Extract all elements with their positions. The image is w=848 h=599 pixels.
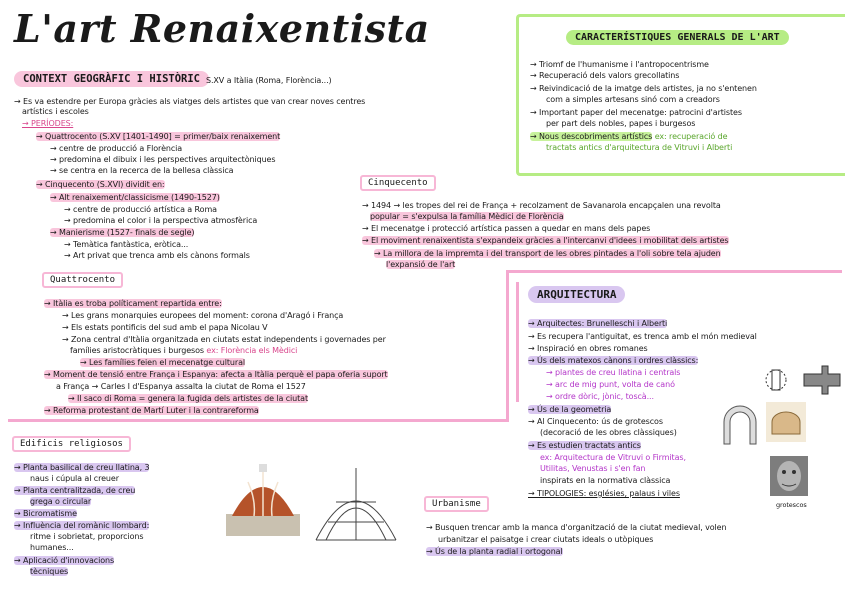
pink-rule-vertical bbox=[506, 270, 509, 422]
general-line: per part dels nobles, papes i burgesos bbox=[546, 119, 696, 128]
floor-plan-icon bbox=[760, 360, 842, 402]
quattrocento-example: ex: Florència els Mèdici bbox=[206, 346, 298, 355]
architecture-line bbox=[528, 356, 698, 366]
cinquecento-highlight: → El moviment renaixentista s'expandeix gràcies a l'intercanvi d'idees i mobilitat dels artistes bbox=[362, 236, 729, 245]
architecture-line: → Al Cinquecento: ús de grotescos bbox=[528, 417, 663, 426]
religious-line bbox=[14, 521, 149, 531]
urbanism-highlight: → Ús de la planta radial i ortogonal bbox=[426, 547, 563, 556]
religious-highlight: → Bicromatisme bbox=[14, 509, 77, 518]
context-line bbox=[50, 193, 220, 203]
context-line: → Temàtica fantàstica, eròtica... bbox=[64, 240, 189, 249]
religious-line bbox=[30, 567, 68, 577]
general-line: → Important paper del mecenatge: patrocini d'artistes bbox=[530, 108, 742, 117]
context-subtitle: S.XV a Itàlia (Roma, Florència...) bbox=[206, 76, 332, 85]
quattrocento-text: famílies aristocràtiques i burgesos bbox=[70, 346, 204, 355]
context-line: → predomina el dibuix i les perspectives arquitectòniques bbox=[50, 155, 276, 164]
cinquecento-term: → Cinquecento (S.XVI) dividit en: bbox=[36, 180, 165, 189]
general-line: → Reivindicació de la imatge dels artistes, ja no s'entenen bbox=[530, 84, 757, 93]
context-line: → centre de producció artística a Roma bbox=[64, 205, 217, 214]
manierisme-term: → Manierisme (1527- finals de segle) bbox=[50, 228, 195, 237]
cinquecento-line bbox=[374, 249, 721, 259]
religious-line bbox=[14, 463, 149, 473]
quattrocento-line: a França → Carles I d'Espanya assalta la ciutat de Roma el 1527 bbox=[56, 382, 306, 391]
general-header: CARACTERÍSTIQUES GENERALS DE L'ART bbox=[566, 30, 789, 45]
general-line bbox=[530, 132, 727, 142]
cinquecento-highlight: → La millora de la impremta i del transport de les obres pintades a l'oli sobre tela ajuden bbox=[374, 249, 721, 258]
religious-highlight: → Influència del romànic llombard: bbox=[14, 521, 150, 530]
context-line: → predomina el color i la perspectiva atmosfèrica bbox=[64, 216, 258, 225]
context-line: → PERÍODES: bbox=[22, 119, 74, 128]
architecture-line bbox=[528, 489, 680, 499]
religious-header: Edificis religiosos bbox=[12, 436, 131, 452]
quattrocento-line: → Les grans monarquies europees del moment: corona d'Aragó i França bbox=[62, 311, 344, 320]
quattrocento-highlight: → Les famílies feien el mecenatge cultural bbox=[80, 358, 245, 367]
urbanism-line: urbanitzar el paisatge i crear ciutats ideals o utòpiques bbox=[438, 535, 654, 544]
context-line: → Es va estendre per Europa gràcies als viatges dels artistes que van crear noves centres bbox=[14, 97, 366, 106]
cinquecento-highlight: l'expansió de l'art bbox=[386, 260, 456, 269]
grotesque-mask-icon bbox=[770, 456, 808, 496]
context-line bbox=[50, 228, 194, 238]
urbanism-line: → Busquen trencar amb la manca d'organització de la ciutat medieval, volen bbox=[426, 523, 727, 532]
architecture-line bbox=[528, 405, 611, 415]
cinquecento-highlight: popular = s'expulsa la família Mèdici de Florència bbox=[370, 212, 564, 221]
context-line: artístics i escoles bbox=[22, 107, 89, 116]
religious-line: naus i cúpula al creuer bbox=[30, 474, 119, 483]
cinquecento-header: Cinquecento bbox=[360, 175, 436, 191]
quattrocento-highlight: → Il saco di Roma = genera la fugida dels artistes de la ciutat bbox=[68, 394, 309, 403]
religious-line: ritme i sobrietat, proporcions bbox=[30, 532, 144, 541]
quattrocento-line bbox=[70, 346, 297, 356]
context-header: CONTEXT GEOGRÀFIC I HISTÒRIC bbox=[14, 71, 209, 87]
cinquecento-line: → El mecenatge i protecció artística passen a quedar en mans dels papes bbox=[362, 224, 651, 233]
architecture-text: Utilitas, Venustas i s'en fan bbox=[540, 464, 646, 473]
cathedral-dome-icon bbox=[218, 462, 308, 542]
architecture-line: ex: Arquitectura de Vitruvi o Firmitas, bbox=[540, 453, 686, 462]
pink-rule-right bbox=[506, 270, 842, 273]
religious-line bbox=[30, 497, 91, 507]
quattrocento-line bbox=[44, 299, 222, 309]
architecture-highlight: → Es estudien tractats antics bbox=[528, 441, 641, 450]
general-example: ex: recuperació de bbox=[654, 132, 728, 141]
religious-highlight: grega o circular bbox=[30, 497, 92, 506]
architecture-line: → ordre dòric, jònic, toscà... bbox=[546, 392, 654, 401]
architecture-line: → Es recupera l'antiguitat, es trenca amb el món medieval bbox=[528, 332, 757, 341]
quattrocento-header: Quattrocento bbox=[42, 272, 123, 288]
architecture-line: inspirats en la normativa clàssica bbox=[540, 476, 671, 485]
dome-section-icon bbox=[306, 462, 406, 548]
religious-line bbox=[14, 556, 114, 566]
context-line bbox=[36, 132, 280, 142]
architecture-line: (decoració de les obres clàssiques) bbox=[540, 428, 677, 437]
urbanism-line bbox=[426, 547, 563, 557]
context-line bbox=[36, 180, 165, 190]
religious-line bbox=[14, 486, 135, 496]
architecture-header: ARQUITECTURA bbox=[528, 286, 625, 303]
quattrocento-line bbox=[44, 370, 388, 380]
religious-highlight: → Aplicació d'innovacions bbox=[14, 556, 115, 565]
general-line: tractats antics d'arquitectura de Vitruvi i Alberti bbox=[546, 143, 733, 152]
cinquecento-line bbox=[370, 212, 564, 222]
general-highlight: → Nous descobriments artístics bbox=[530, 132, 653, 141]
quattrocento-line: → Zona central d'Itàlia organitzada en ciutats estat independents i governades per bbox=[62, 335, 386, 344]
general-line: → Recuperació dels valors grecollatins bbox=[530, 71, 680, 80]
cinquecento-line bbox=[362, 236, 729, 246]
religious-highlight: → Planta basilical de creu llatina, 3 bbox=[14, 463, 150, 472]
religious-line bbox=[14, 509, 77, 519]
general-line: → Triomf de l'humanisme i l'antropocentrisme bbox=[530, 60, 709, 69]
religious-highlight: → Planta centralitzada, de creu bbox=[14, 486, 136, 495]
alt-renaixement-term: → Alt renaixement/classicisme (1490-1527) bbox=[50, 193, 220, 202]
arch-icon bbox=[720, 404, 760, 446]
context-line: → centre de producció a Florència bbox=[50, 144, 183, 153]
quattrocento-line: → Els estats pontificis del sud amb el papa Nicolau V bbox=[62, 323, 268, 332]
general-line: com a simples artesans sinó com a creadors bbox=[546, 95, 720, 104]
architecture-line: → Inspiració en obres romanes bbox=[528, 344, 648, 353]
pink-rule-arch bbox=[516, 282, 519, 402]
architecture-tipologies: → TIPOLOGIES: esglésies, palaus i viles bbox=[528, 489, 680, 498]
architecture-line bbox=[528, 441, 641, 451]
pink-rule-left bbox=[8, 419, 508, 422]
architecture-highlight: → Arquitectes: Brunelleschi i Alberti bbox=[528, 319, 668, 328]
architecture-line: → arc de mig punt, volta de canó bbox=[546, 380, 675, 389]
quattrocento-line bbox=[68, 394, 308, 404]
quattrocento-term: → Quattrocento (S.XV [1401-1490] = primer/baix renaixement bbox=[36, 132, 281, 141]
context-line: → se centra en la recerca de la bellesa clàssica bbox=[50, 166, 234, 175]
architecture-line: → plantes de creu llatina i centrals bbox=[546, 368, 681, 377]
page-title: L'art Renaixentista bbox=[14, 6, 430, 51]
cinquecento-line: → 1494 → les tropes del rei de França + recolzament de Savanarola encapçalen una revolta bbox=[362, 201, 721, 210]
urbanism-header: Urbanisme bbox=[424, 496, 489, 512]
religious-line: humanes... bbox=[30, 543, 74, 552]
quattrocento-highlight: → Reforma protestant de Martí Luter i la contrareforma bbox=[44, 406, 259, 415]
quattrocento-line bbox=[44, 406, 259, 416]
grotescos-caption: grotescos bbox=[776, 501, 807, 509]
architecture-highlight: → Ús de la geometria bbox=[528, 405, 612, 414]
quattrocento-highlight: → Moment de tensió entre França i Espanya: afecta a Itàlia perquè el papa oferia suport bbox=[44, 370, 388, 379]
architecture-highlight: → Ús dels matexos cànons i ordres clàssics: bbox=[528, 356, 699, 365]
context-line: → Art privat que trenca amb els cànons formals bbox=[64, 251, 250, 260]
architecture-line bbox=[528, 319, 667, 329]
architecture-line bbox=[540, 464, 645, 474]
barrel-vault-icon bbox=[766, 402, 806, 442]
religious-highlight: tècniques bbox=[30, 567, 69, 576]
quattrocento-highlight: → Itàlia es troba políticament repartida entre: bbox=[44, 299, 222, 308]
cinquecento-line bbox=[386, 260, 455, 270]
quattrocento-line bbox=[80, 358, 245, 368]
